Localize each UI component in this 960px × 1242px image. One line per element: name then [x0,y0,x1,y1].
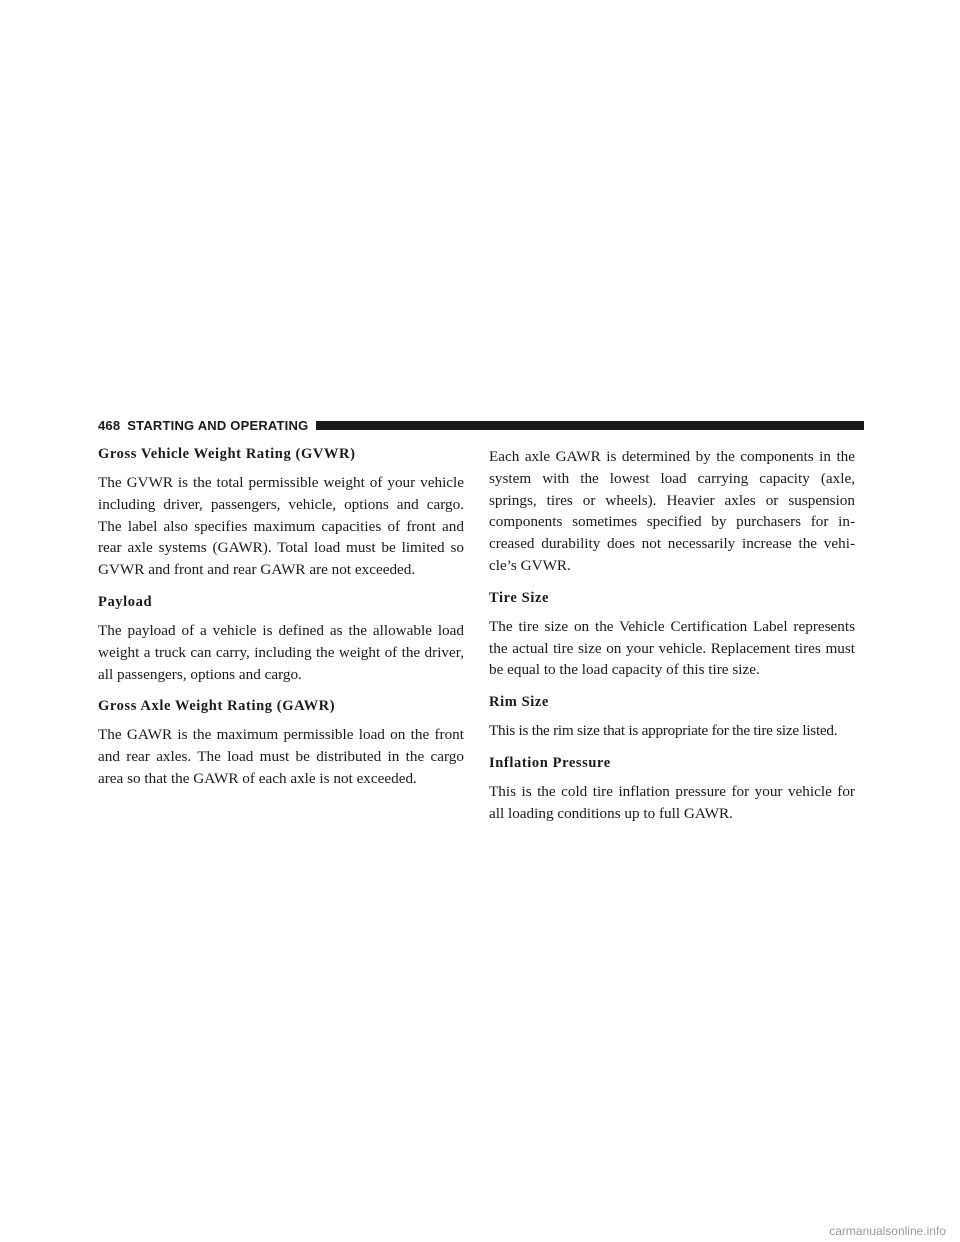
page-header [98,416,864,434]
right-column [489,446,855,836]
inflation-paragraph: This is the cold tire inflation pressure for your vehicle for all loading conditions up to full GAWR. [489,782,855,822]
axle-paragraph: Each axle GAWR is determined by the components in the system with the lowest load carrying capacity (axle, springs, tires or wheels). Heavier axles or suspension components sometimes specified by purchasers for increased durability does not necessarily increase the vehicle’s GVWR. [489,448,855,574]
gvwr-paragraph: The GVWR is the total permissible weight of your vehicle including driver, passengers, vehicle, options and cargo. The label also specifies maximum capacities of front and rear axle systems (GAWR). Total load must be limited so GVWR and front and rear GAWR are not exceeded. [98,474,464,579]
payload-paragraph: The payload of a vehicle is defined as the allowable load weight a truck can carry, including the weight of the driver, all passengers, options and cargo. [98,621,464,683]
section-title: STARTING AND OPERATING [127,417,309,433]
tire-size-heading: Tire Size [489,589,550,606]
left-column [98,444,464,801]
payload-heading: Payload [98,593,153,610]
rim-size-paragraph: This is the rim size that is appropriate for the tire size listed. [489,722,838,740]
rim-size-heading: Rim Size [489,694,549,711]
inflation-heading: Inflation Pressure [489,754,611,771]
footer-watermark: carmanualsonline.info [829,1224,946,1238]
page-number: 468 [98,417,121,433]
gawr-heading: Gross Axle Weight Rating (GAWR) [98,698,336,715]
gawr-paragraph: The GAWR is the maximum permissible load on the front and rear axles. The load must be distributed in the cargo area so that the GAWR of each axle is not exceeded. [98,726,464,787]
gvwr-heading: Gross Vehicle Weight Rating (GVWR) [98,446,356,462]
header-rule [316,421,864,430]
tire-size-paragraph: The tire size on the Vehicle Certification Label represents the actual tire size on your vehicle. Replacement tires must be equal to the load capacity of this tire size. [489,617,855,679]
